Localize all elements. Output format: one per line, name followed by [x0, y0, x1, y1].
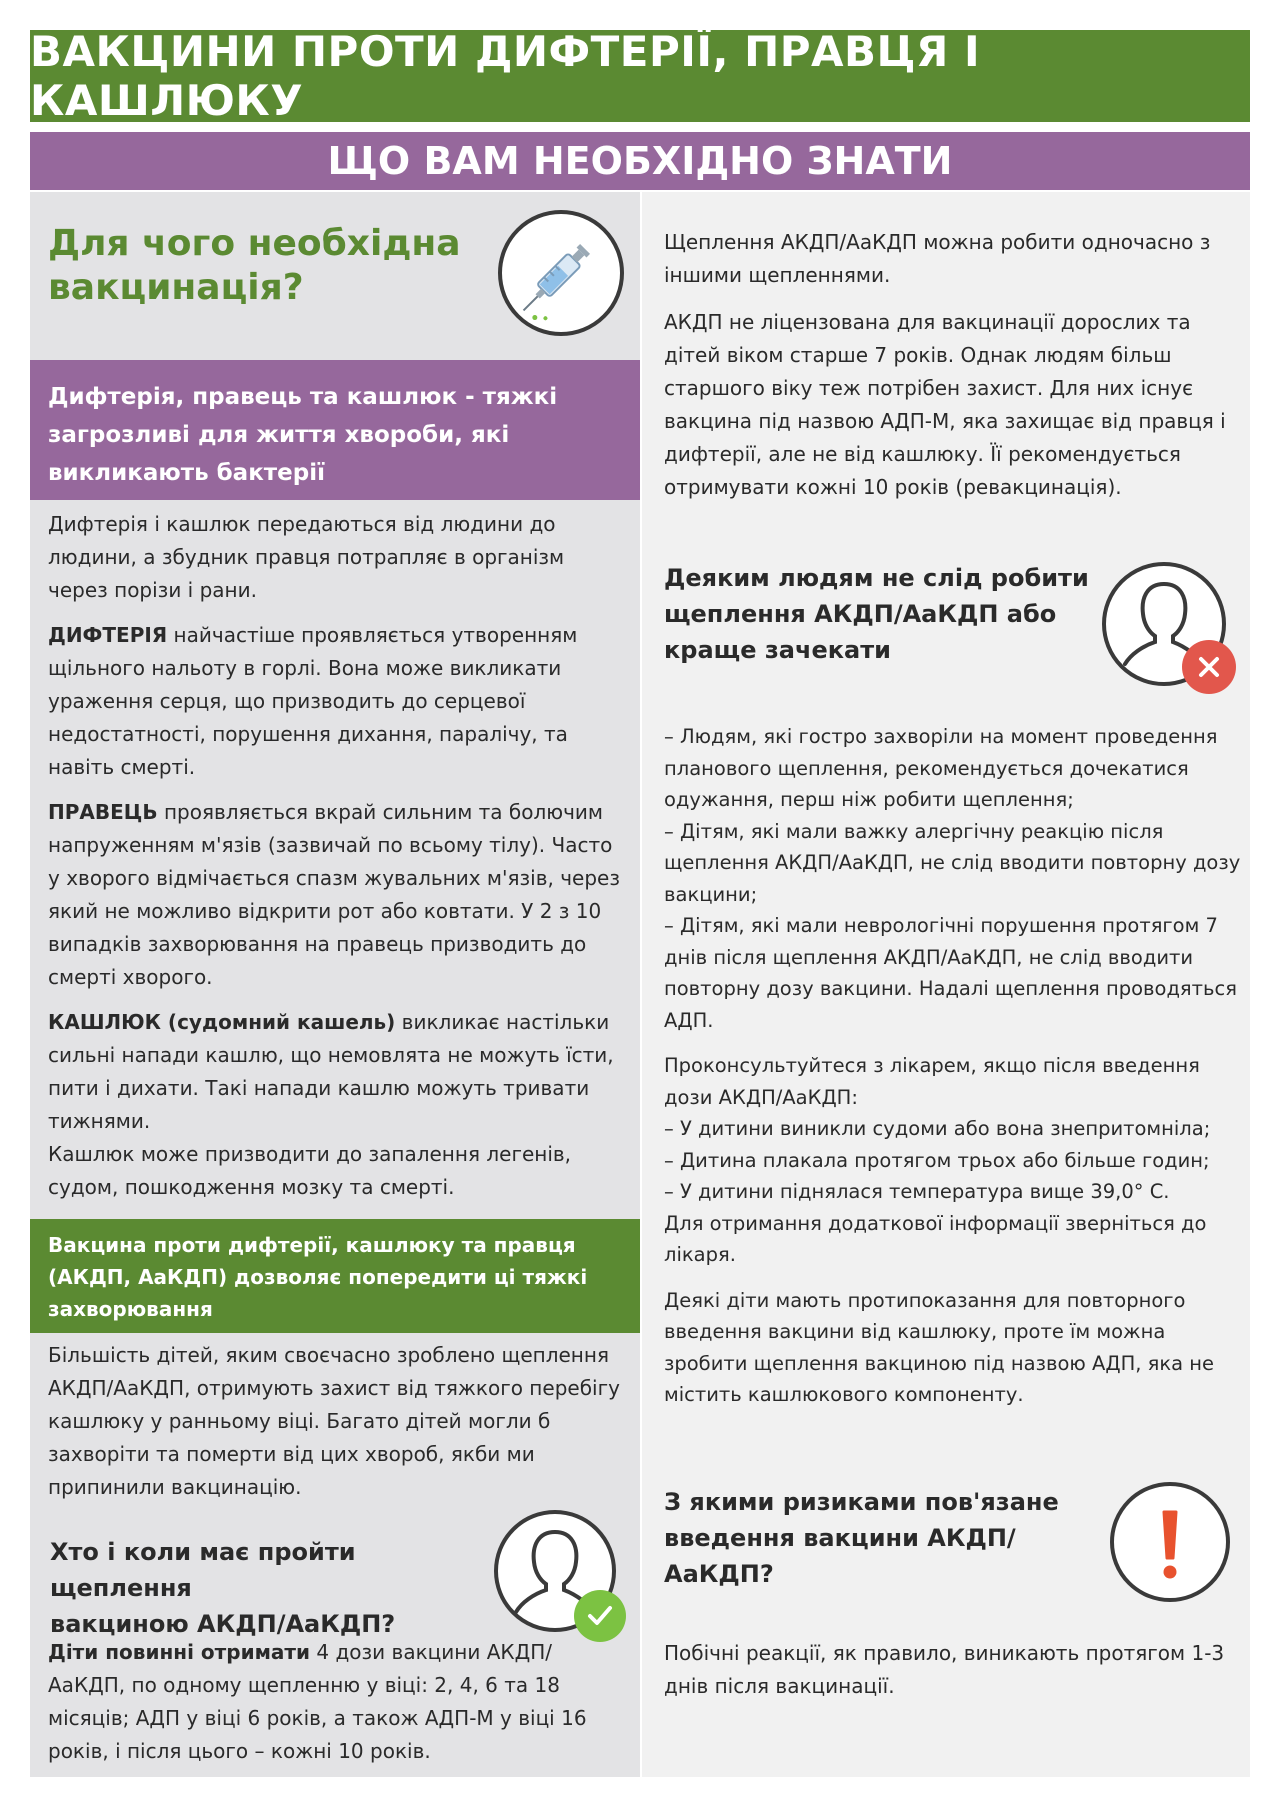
- consult-item: – У дитини виникли судоми або вона знепритомніла;: [664, 1117, 1211, 1140]
- right-body-1: [664, 226, 1239, 504]
- schedule-paragraph: Діти повинні отримати 4 дози вакцини АКДП/АаКДП, по одному щепленню у віці: 2, 4, 6 та 18 місяців; АДП у віці 6 років, а також АДП-М у віці 16 років, і після цього – кожні 10 років.: [48, 1640, 587, 1763]
- risks-paragraph: Побічні реакції, як правило, виникають протягом 1-3 днів після вакцинації.: [664, 1641, 1225, 1698]
- contra-item: – Людям, які гостро захворіли на момент проведення планового щеплення, рекомендується дочекатися одужання, перш ніж робити щеплення;: [664, 725, 1218, 811]
- contra-list: [664, 721, 1244, 1411]
- vaccine-paragraph: Більшість дітей, яким своєчасно зроблено щеплення АКДП/АаКДП, отримують захист від тяжкого перебігу кашлюку у ранньому віці. Багато дітей могли б захворіти та померти від цих хвороб, якби ми припинили вакцинацію.: [48, 1343, 620, 1499]
- why-heading: Для чого необхідна вакцинація?: [48, 223, 461, 308]
- syringe-icon: [498, 210, 624, 336]
- diseases-band: Дифтерія, правець та кашлюк - тяжкі загрозливі для життя хвороби, які викликають бактерії: [30, 360, 640, 500]
- vaccine-band: Вакцина проти дифтерії, кашлюку та правця (АКДП, АаКДП) дозволяє попередити ці тяжкі захворювання: [30, 1219, 640, 1333]
- consult-item: – Дитина плакала протягом трьох або більше годин;: [664, 1148, 1210, 1172]
- main-title: ВАКЦИНИ ПРОТИ ДИФТЕРІЇ, ПРАВЦЯ І КАШЛЮКУ: [30, 30, 1250, 122]
- pertussis-paragraph-2: Кашлюк може призводити до запалення легенів, судом, пошкодження мозку та смерті.: [48, 1142, 572, 1199]
- tetanus-paragraph: ПРАВЕЦЬ проявляється вкрай сильним та болючим напруженням м'язів (зазвичай по всьому тілу). Часто у хворого відмічається спазм жувальних м'язів, через який не можливо відкрити рот або ковтати. У 2 з 10 випадків захворювання на правець призводить до смерті хворого.: [48, 800, 620, 989]
- pertussis-contra-paragraph: Деякі діти мають протипоказання для повторного введення вакцини від кашлюку, проте їм можна зробити щеплення вакциною під назвою АДП, яка не містить кашлюкового компоненту.: [664, 1288, 1215, 1406]
- contra-heading: Деяким людям не слід робити щеплення АКДП/АаКДП або краще зачекати: [664, 564, 1089, 664]
- cross-badge-icon: [1182, 640, 1236, 694]
- check-badge-icon: [574, 1590, 626, 1642]
- consult-item: – У дитини піднялася температура вище 39,0° С.: [664, 1180, 1170, 1203]
- adult-paragraph: АКДП не ліцензована для вакцинації дорослих та дітей віком старше 7 років. Однак людям більш старшого віку теж потрібен захист. Для них існує вакцина під назвою АДП-М, яка захищає від правця і дифтерії, але не від кашлюку. Її рекомендується отримувати кожні 10 років (ревакцинація).: [664, 310, 1226, 499]
- contra-item: – Дітям, які мали важку алергічну реакцію після щеплення АКДП/АаКДП, не слід вводити повторну дозу вакцини;: [664, 819, 1241, 906]
- simultaneous-paragraph: Щеплення АКДП/АаКДП можна робити одночасно з іншими щепленнями.: [664, 230, 1211, 287]
- consult-outro: Для отримання додаткової інформації зверніться до лікаря.: [664, 1211, 1207, 1266]
- who-heading: Хто і коли має пройти щеплення вакциною АКДП/АаКДП?: [50, 1538, 396, 1638]
- left-body-1: [48, 508, 628, 1204]
- pertussis-paragraph: КАШЛЮК (судомний кашель) викликає настільки сильні напади кашлю, що немовлята не можуть їсти, пити і дихати. Такі напади кашлю можуть тривати тижнями.: [48, 1010, 614, 1133]
- intro-paragraph: Дифтерія і кашлюк передаються від людини до людини, а збудник правця потрапляє в організм через порізи і рани.: [48, 512, 565, 602]
- diphtheria-paragraph: ДИФТЕРІЯ найчастіше проявляється утворенням щільного нальоту в горлі. Вона може викликати ураження серця, що призводить до серцевої недостатності, порушення дихання, паралічу, та навіть смерті.: [48, 623, 578, 779]
- subtitle: ЩО ВАМ НЕОБХІДНО ЗНАТИ: [30, 132, 1250, 190]
- exclamation-icon: [1110, 1482, 1230, 1602]
- consult-intro: Проконсультуйтеся з лікарем, якщо після введення дози АКДП/АаКДП:: [664, 1054, 1200, 1109]
- risks-heading: З якими ризиками пов'язане введення вакцини АКДП/АаКДП?: [664, 1488, 1059, 1588]
- contra-item: – Дітям, які мали неврологічні порушення протягом 7 днів після щеплення АКДП/АаКДП, не слід вводити повторну дозу вакцини. Надалі щеплення проводяться АДП.: [664, 914, 1237, 1032]
